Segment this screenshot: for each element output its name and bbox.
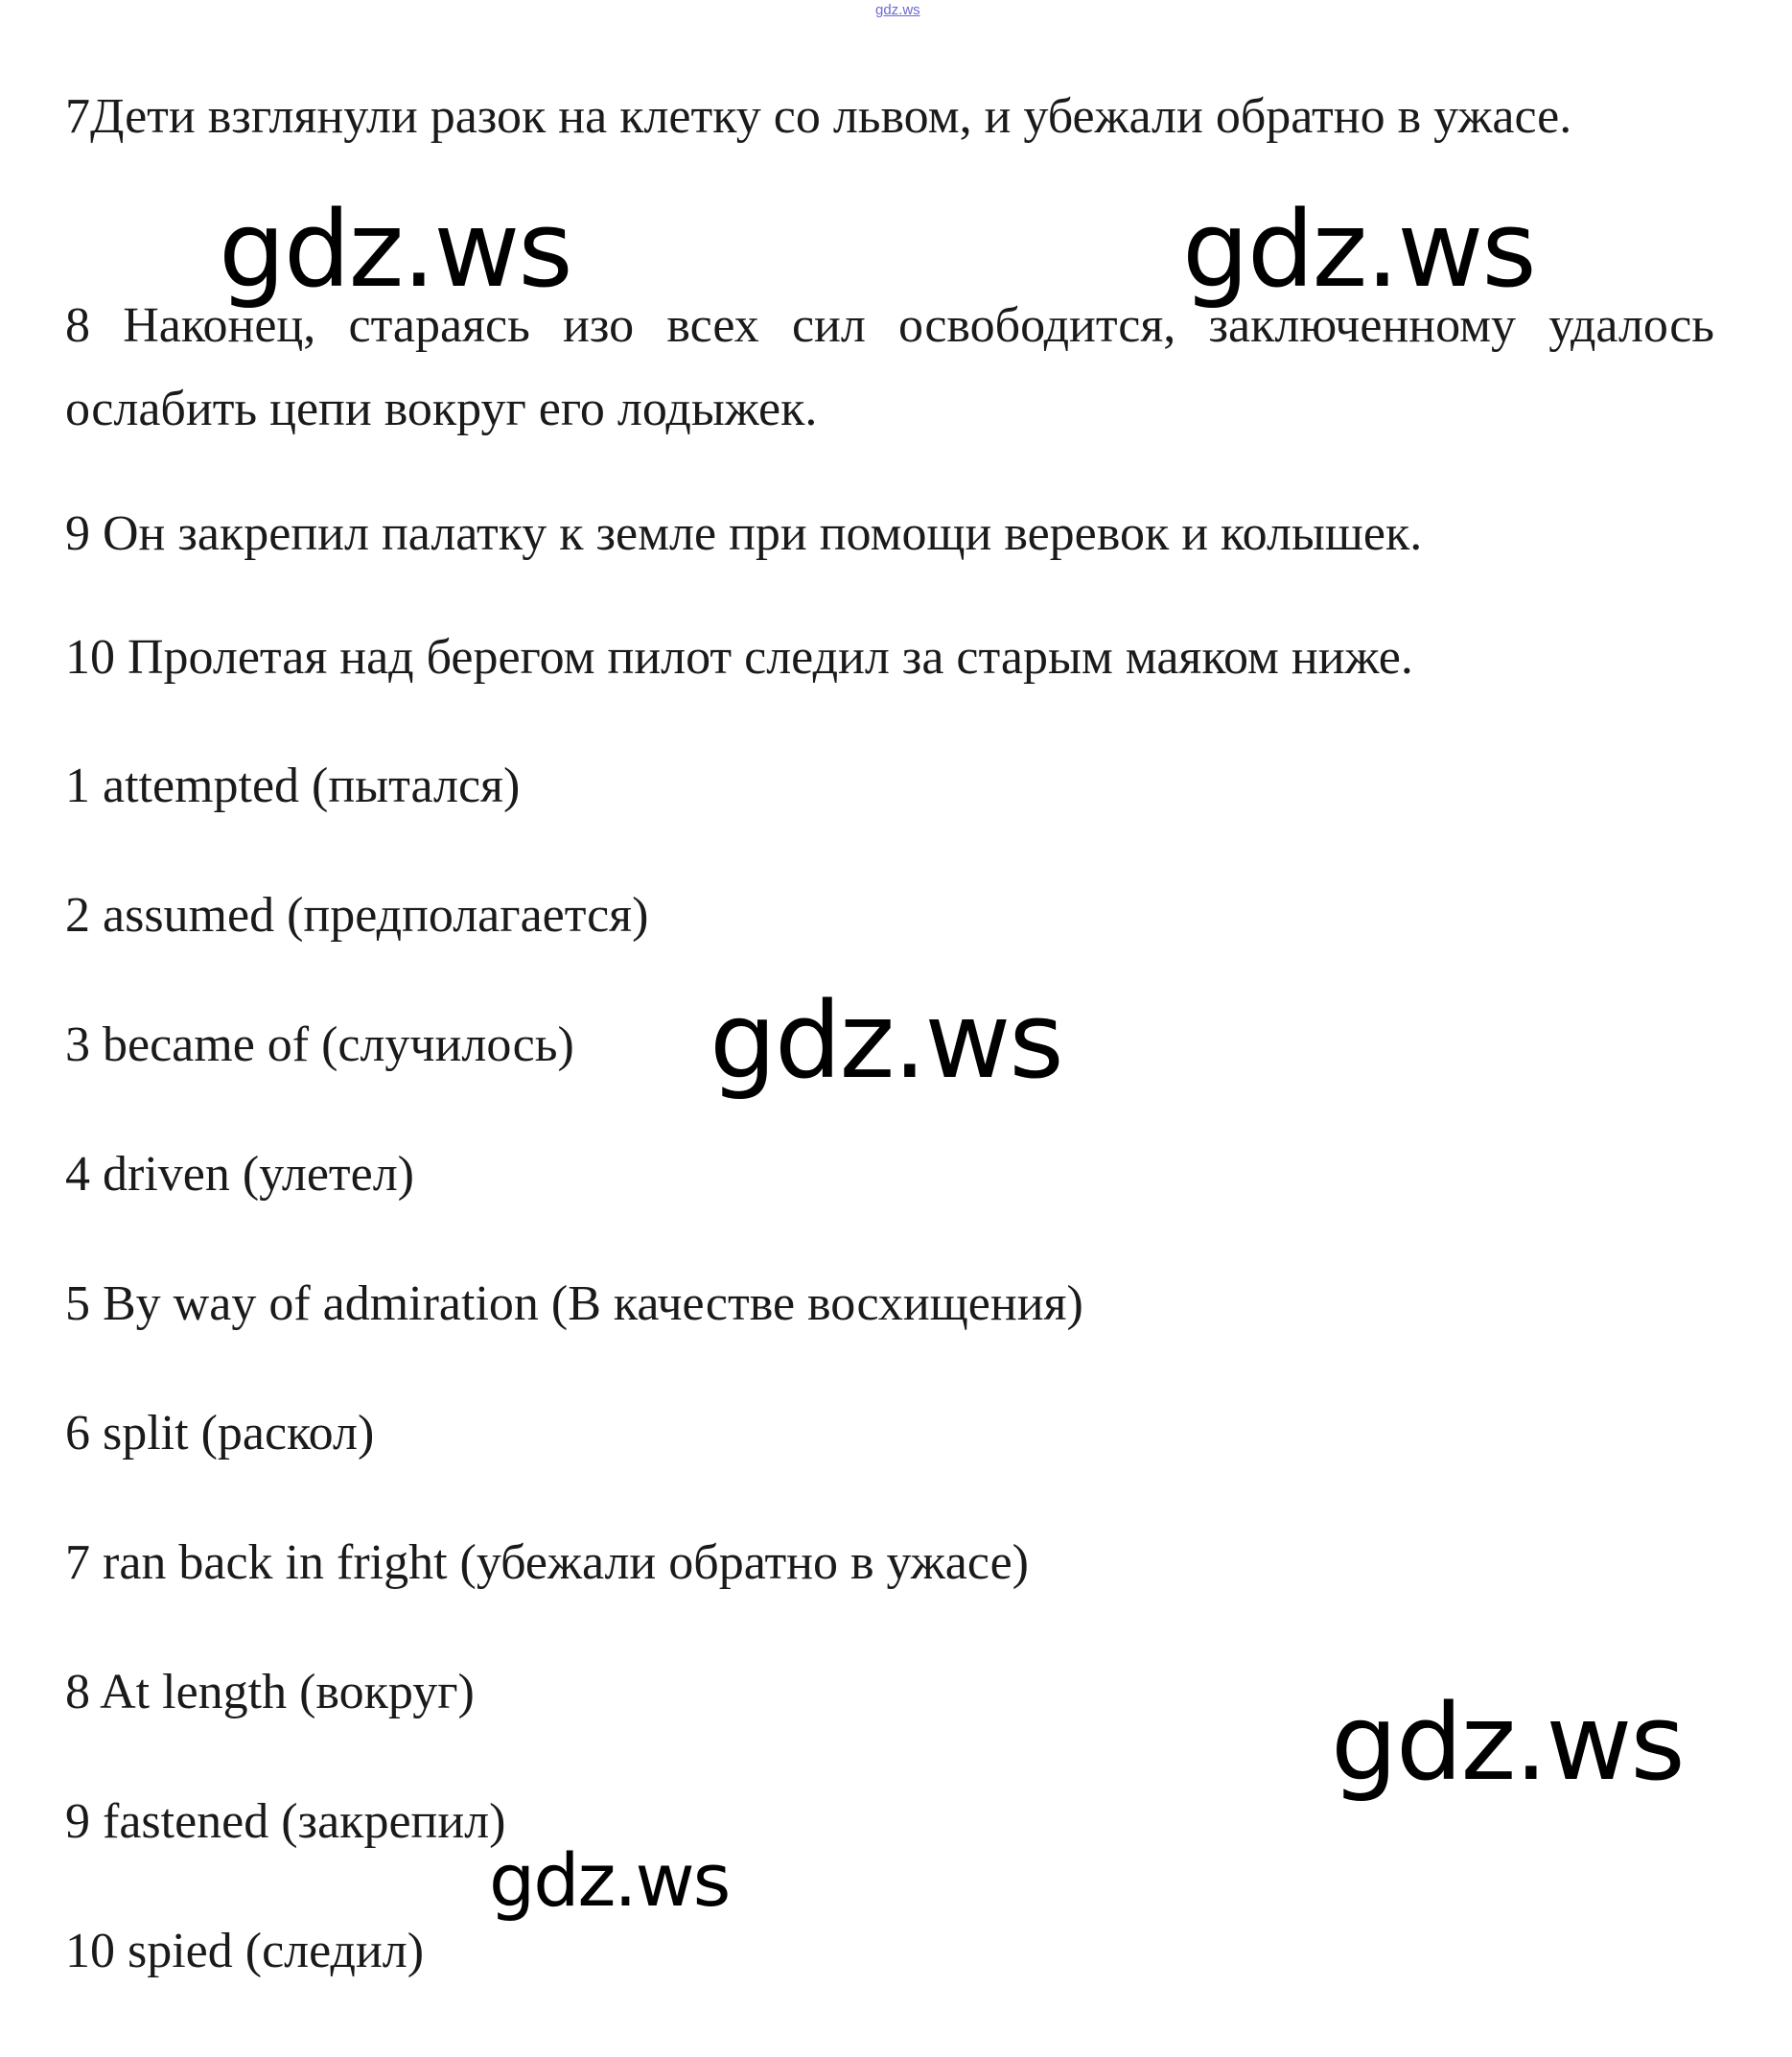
answer-9: 9 fastened (закрепил) xyxy=(65,1794,506,1849)
translation-7: 7Дети взглянули разок на клетку со львом, и убежали обратно в ужасе. xyxy=(65,89,1572,144)
answer-5: 5 By way of admiration (В качестве восхищения) xyxy=(65,1276,1083,1331)
site-link[interactable]: gdz.ws xyxy=(875,2,920,18)
watermark: gdz.ws xyxy=(219,188,571,311)
watermark: gdz.ws xyxy=(1182,188,1535,311)
answer-7: 7 ran back in fright (убежали обратно в ужасе) xyxy=(65,1535,1029,1590)
answer-4: 4 driven (улетел) xyxy=(65,1147,414,1202)
answer-8: 8 At length (вокруг) xyxy=(65,1665,475,1719)
translation-10: 10 Пролетая над берегом пилот следил за старым маяком ниже. xyxy=(65,630,1413,685)
answer-2: 2 assumed (предполагается) xyxy=(65,888,649,943)
translation-9: 9 Он закрепил палатку к земле при помощи веревок и колышек. xyxy=(65,506,1423,561)
translation-8: 8 Наконец, стараясь изо всех сил освободится, заключенному удалось ослабить цепи вокруг его лодыжек. xyxy=(65,298,1714,436)
answer-6: 6 split (раскол) xyxy=(65,1406,375,1461)
watermark: gdz.ws xyxy=(1331,1681,1684,1804)
watermark: gdz.ws xyxy=(489,1837,730,1923)
answer-10: 10 spied (следил) xyxy=(65,1924,425,1978)
answer-3: 3 became of (случилось) xyxy=(65,1017,574,1072)
answer-1: 1 attempted (пытался) xyxy=(65,759,521,813)
watermark: gdz.ws xyxy=(710,979,1062,1102)
